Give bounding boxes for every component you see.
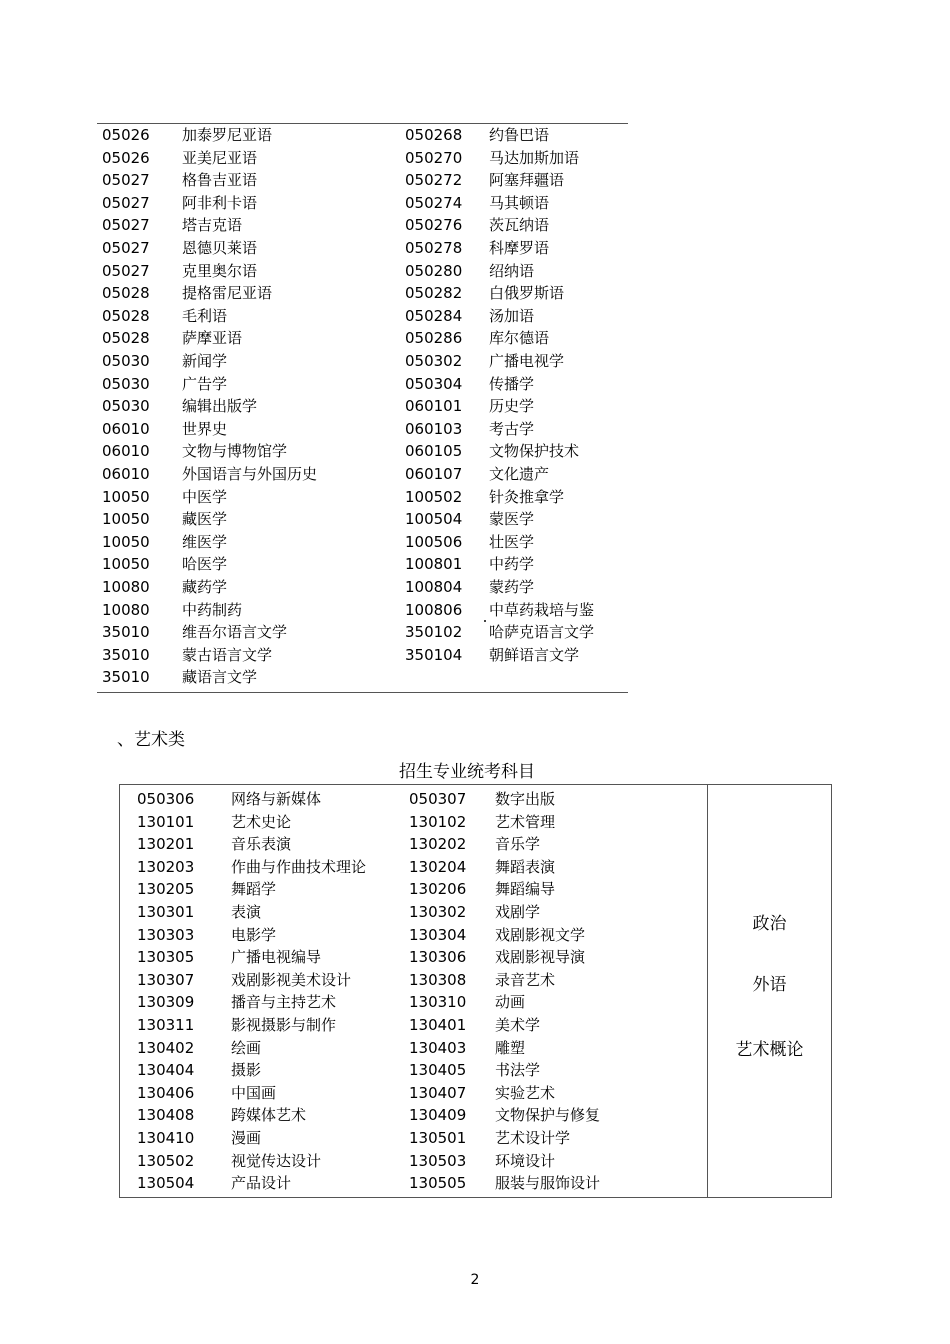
major-name: 库尔德语 xyxy=(489,329,550,348)
major-code: 130202 xyxy=(409,835,467,854)
table-row xyxy=(97,666,628,689)
table-row xyxy=(120,1059,707,1082)
major-code: 130205 xyxy=(137,880,195,899)
major-name: 蒙医学 xyxy=(489,510,535,529)
table-row xyxy=(120,1014,707,1037)
major-name: 雕塑 xyxy=(495,1038,526,1057)
major-code: 05030 xyxy=(102,374,150,393)
major-code: 130405 xyxy=(409,1061,467,1080)
major-code: 060105 xyxy=(405,442,463,461)
major-name: 科摩罗语 xyxy=(489,239,550,257)
table-row xyxy=(97,644,628,667)
table-row xyxy=(97,599,628,622)
major-name: 录音艺术 xyxy=(495,970,556,989)
table-row xyxy=(97,327,628,350)
major-name: 壮医学 xyxy=(489,532,535,551)
major-name: 朝鲜语言文学 xyxy=(489,645,580,664)
table-row xyxy=(97,576,628,599)
major-code: 050304 xyxy=(405,374,463,393)
major-name: 跨媒体艺术 xyxy=(231,1106,307,1125)
major-code: 130309 xyxy=(137,993,195,1012)
major-code: 05026 xyxy=(102,148,150,167)
major-name: 中医学 xyxy=(182,487,228,506)
major-name: 阿非利卡语 xyxy=(182,193,258,212)
major-code: 05027 xyxy=(102,239,150,257)
major-name: 茨瓦纳语 xyxy=(489,216,550,235)
major-name: 藏医学 xyxy=(182,510,228,529)
major-name: 电影学 xyxy=(231,925,277,944)
major-name: 戏剧影视美术设计 xyxy=(231,970,352,989)
major-code: 130410 xyxy=(137,1129,195,1147)
major-name: 网络与新媒体 xyxy=(231,790,322,808)
major-name: 作曲与作曲技术理论 xyxy=(231,857,367,876)
major-code: 100801 xyxy=(405,555,463,574)
major-name: 数字出版 xyxy=(495,790,556,808)
major-name: 编辑出版学 xyxy=(182,397,258,416)
major-name: 中药制药 xyxy=(182,600,243,619)
major-code: 06010 xyxy=(102,465,150,483)
major-name: 中国画 xyxy=(231,1083,277,1102)
major-name: 中药学 xyxy=(489,555,535,574)
major-code: 10050 xyxy=(102,510,150,529)
major-code: 050286 xyxy=(405,329,463,348)
major-code: 05028 xyxy=(102,284,150,303)
major-code: 100506 xyxy=(405,532,463,551)
major-code: 06010 xyxy=(102,442,150,461)
major-name: 加泰罗尼亚语 xyxy=(182,126,273,144)
major-code: 05027 xyxy=(102,216,150,235)
major-name: 蒙古语言文学 xyxy=(182,645,273,664)
major-code: 10050 xyxy=(102,532,150,551)
major-name: 中草药栽培与鉴 xyxy=(489,600,595,619)
major-name: 外国语言与外国历史 xyxy=(182,465,318,483)
major-name: 环境设计 xyxy=(495,1151,556,1170)
major-name: 服装与服饰设计 xyxy=(495,1174,601,1193)
major-name: 艺术史论 xyxy=(231,812,292,831)
major-name: 蒙药学 xyxy=(489,578,535,596)
major-code: 10050 xyxy=(102,487,150,506)
major-code: 060103 xyxy=(405,419,463,438)
major-name: 广播电视学 xyxy=(489,352,565,370)
major-code: 130409 xyxy=(409,1106,467,1125)
major-code: 050302 xyxy=(405,352,463,370)
major-name: 表演 xyxy=(231,903,262,921)
major-name: 动画 xyxy=(495,993,526,1012)
table-row xyxy=(120,833,707,856)
major-code: 130504 xyxy=(137,1174,195,1193)
major-code: 05028 xyxy=(102,329,150,348)
table-row xyxy=(97,350,628,373)
major-name: 漫画 xyxy=(231,1129,262,1147)
major-name: 影视摄影与制作 xyxy=(231,1016,337,1034)
major-code: 130505 xyxy=(409,1174,467,1193)
major-name: 戏剧学 xyxy=(495,903,541,921)
table-row xyxy=(97,305,628,328)
table-row xyxy=(120,788,707,811)
major-code: 130306 xyxy=(409,948,467,967)
major-code: 130201 xyxy=(137,835,195,854)
major-name: 汤加语 xyxy=(489,306,535,325)
major-name: 舞蹈编导 xyxy=(495,880,556,899)
table-row xyxy=(120,969,707,992)
major-code: 130102 xyxy=(409,812,467,831)
subject-foreign-language: 外语 xyxy=(752,975,787,995)
major-code: 100804 xyxy=(405,578,463,596)
major-code: 050306 xyxy=(137,790,195,808)
table-row xyxy=(120,811,707,834)
major-code: 050284 xyxy=(405,306,463,325)
table-row xyxy=(97,147,628,170)
table-row xyxy=(97,395,628,418)
major-code: 350102 xyxy=(405,623,463,642)
major-name: 维医学 xyxy=(182,532,228,551)
major-name: 传播学 xyxy=(489,374,535,393)
table-row xyxy=(97,214,628,237)
major-name: 格鲁吉亚语 xyxy=(182,171,258,190)
major-code: 130501 xyxy=(409,1129,467,1147)
table-row xyxy=(120,924,707,947)
stray-mark xyxy=(484,620,486,622)
major-code: 050270 xyxy=(405,148,463,167)
major-name: 艺术设计学 xyxy=(495,1129,571,1147)
major-code: 050272 xyxy=(405,171,463,190)
major-code: 130407 xyxy=(409,1083,467,1102)
major-code: 35010 xyxy=(102,668,150,687)
table-row xyxy=(97,169,628,192)
table-row xyxy=(120,901,707,924)
table-row xyxy=(97,621,628,644)
major-name: 亚美尼亚语 xyxy=(182,148,258,167)
major-code: 10080 xyxy=(102,600,150,619)
table-row xyxy=(97,124,628,147)
major-name: 舞蹈表演 xyxy=(495,857,556,876)
major-code: 06010 xyxy=(102,419,150,438)
table-row xyxy=(120,1150,707,1173)
major-name: 针灸推拿学 xyxy=(489,487,565,506)
major-name: 塔吉克语 xyxy=(182,216,243,235)
major-code: 350104 xyxy=(405,645,463,664)
table-row xyxy=(97,282,628,305)
major-name: 绘画 xyxy=(231,1038,262,1057)
major-code: 130304 xyxy=(409,925,467,944)
major-name: 舞蹈学 xyxy=(231,880,277,899)
major-code: 130301 xyxy=(137,903,195,921)
table-row xyxy=(97,260,628,283)
major-code: 100806 xyxy=(405,600,463,619)
major-code: 130307 xyxy=(137,970,195,989)
table-row xyxy=(97,508,628,531)
major-name: 视觉传达设计 xyxy=(231,1151,322,1170)
major-code: 130203 xyxy=(137,857,195,876)
major-name: 美术学 xyxy=(495,1016,541,1034)
major-code: 05030 xyxy=(102,397,150,416)
table-row xyxy=(97,418,628,441)
major-name: 摄影 xyxy=(231,1061,262,1080)
major-code: 130402 xyxy=(137,1038,195,1057)
major-name: 戏剧影视导演 xyxy=(495,948,586,967)
majors-table-continued xyxy=(97,123,628,693)
major-code: 100504 xyxy=(405,510,463,529)
major-code: 130401 xyxy=(409,1016,467,1034)
table-row xyxy=(97,486,628,509)
major-code: 05027 xyxy=(102,193,150,212)
major-code: 050280 xyxy=(405,261,463,280)
major-name: 广告学 xyxy=(182,374,228,393)
table-row xyxy=(97,463,628,486)
table-row xyxy=(120,1127,707,1150)
major-code: 050282 xyxy=(405,284,463,303)
major-name: 白俄罗斯语 xyxy=(489,284,565,303)
section-heading: 、艺术类 xyxy=(117,730,185,750)
major-code: 130308 xyxy=(409,970,467,989)
major-name: 广播电视编导 xyxy=(231,948,322,967)
major-code: 130404 xyxy=(137,1061,195,1080)
major-code: 130101 xyxy=(137,812,195,831)
major-code: 10080 xyxy=(102,578,150,596)
subject-art-theory: 艺术概论 xyxy=(735,1040,804,1060)
major-code: 060101 xyxy=(405,397,463,416)
major-code: 130311 xyxy=(137,1016,195,1034)
major-name: 音乐学 xyxy=(495,835,541,854)
major-name: 新闻学 xyxy=(182,352,228,370)
major-name: 文物保护技术 xyxy=(489,442,580,461)
major-name: 恩德贝莱语 xyxy=(182,239,258,257)
major-code: 130303 xyxy=(137,925,195,944)
table-row xyxy=(97,553,628,576)
major-code: 130406 xyxy=(137,1083,195,1102)
major-code: 130503 xyxy=(409,1151,467,1170)
major-name: 实验艺术 xyxy=(495,1083,556,1102)
major-code: 35010 xyxy=(102,645,150,664)
table-row xyxy=(120,1172,707,1195)
major-name: 音乐表演 xyxy=(231,835,292,854)
major-code: 050268 xyxy=(405,126,463,144)
major-code: 060107 xyxy=(405,465,463,483)
table-caption: 招生专业统考科目 xyxy=(399,762,535,782)
major-name: 世界史 xyxy=(182,419,228,438)
table-row xyxy=(120,991,707,1014)
major-code: 130305 xyxy=(137,948,195,967)
table-row xyxy=(97,192,628,215)
major-code: 05030 xyxy=(102,352,150,370)
major-name: 马达加斯加语 xyxy=(489,148,580,167)
table-row xyxy=(120,878,707,901)
major-name: 书法学 xyxy=(495,1061,541,1080)
major-name: 文物与博物馆学 xyxy=(182,442,288,461)
major-code: 130204 xyxy=(409,857,467,876)
major-name: 毛利语 xyxy=(182,306,228,325)
major-name: 阿塞拜疆语 xyxy=(489,171,565,190)
major-name: 萨摩亚语 xyxy=(182,329,243,348)
major-name: 克里奥尔语 xyxy=(182,261,258,280)
major-code: 05026 xyxy=(102,126,150,144)
major-code: 130302 xyxy=(409,903,467,921)
major-name: 考古学 xyxy=(489,419,535,438)
page-number: 2 xyxy=(470,1272,480,1288)
table-row xyxy=(97,440,628,463)
major-code: 05027 xyxy=(102,171,150,190)
major-name: 约鲁巴语 xyxy=(489,126,550,144)
major-code: 130408 xyxy=(137,1106,195,1125)
table-row xyxy=(97,531,628,554)
major-code: 05028 xyxy=(102,306,150,325)
table-row xyxy=(120,946,707,969)
major-name: 文物保护与修复 xyxy=(495,1106,601,1125)
table-row xyxy=(120,1082,707,1105)
subject-politics: 政治 xyxy=(752,914,787,934)
major-name: 播音与主持艺术 xyxy=(231,993,337,1012)
major-name: 提格雷尼亚语 xyxy=(182,284,273,303)
major-name: 马其顿语 xyxy=(489,193,550,212)
major-name: 历史学 xyxy=(489,397,535,416)
major-code: 130403 xyxy=(409,1038,467,1057)
major-name: 哈医学 xyxy=(182,555,228,574)
table-row xyxy=(120,1037,707,1060)
major-code: 130502 xyxy=(137,1151,195,1170)
major-name: 藏药学 xyxy=(182,578,228,596)
table-row xyxy=(97,237,628,260)
major-name: 艺术管理 xyxy=(495,812,556,831)
major-code: 050307 xyxy=(409,790,467,808)
major-name: 维吾尔语言文学 xyxy=(182,623,288,642)
major-name: 文化遗产 xyxy=(489,465,550,483)
major-code: 130310 xyxy=(409,993,467,1012)
art-majors-table xyxy=(119,784,832,1198)
major-name: 绍纳语 xyxy=(489,261,535,280)
table-row xyxy=(97,373,628,396)
major-code: 050274 xyxy=(405,193,463,212)
major-code: 050278 xyxy=(405,239,463,257)
major-code: 10050 xyxy=(102,555,150,574)
table-row xyxy=(120,1104,707,1127)
major-code: 130206 xyxy=(409,880,467,899)
major-name: 产品设计 xyxy=(231,1174,292,1193)
major-code: 05027 xyxy=(102,261,150,280)
major-code: 050276 xyxy=(405,216,463,235)
major-code: 35010 xyxy=(102,623,150,642)
major-code: 100502 xyxy=(405,487,463,506)
major-name: 哈萨克语言文学 xyxy=(489,623,595,642)
table-row xyxy=(120,856,707,879)
major-name: 藏语言文学 xyxy=(182,668,258,687)
major-name: 戏剧影视文学 xyxy=(495,925,586,944)
